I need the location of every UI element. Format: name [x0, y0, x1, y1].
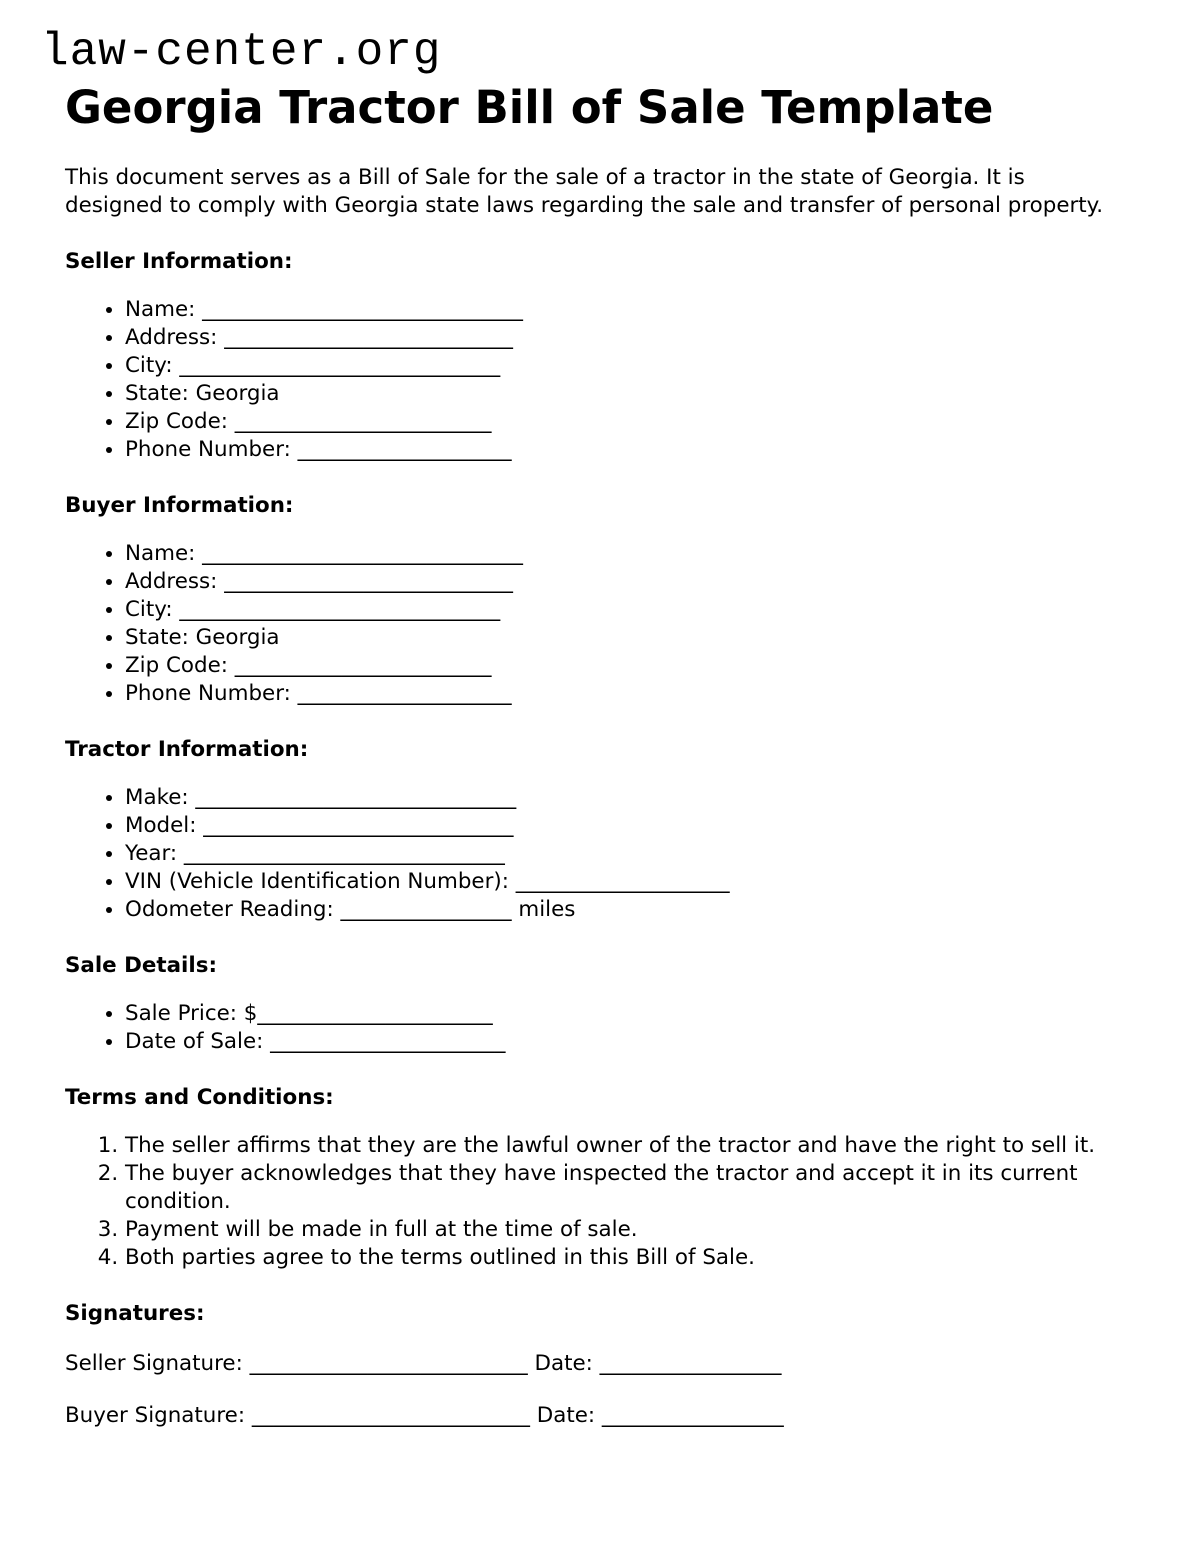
seller-signature-line: __________________________: [249, 1350, 528, 1376]
buyer-item-address: • Address: ___________________________: [125, 568, 1126, 596]
seller-item-state: • State: Georgia: [125, 380, 1126, 408]
tractor-item-make: • Make: ______________________________: [125, 784, 1126, 812]
seller-signature-label: Seller Signature:: [65, 1350, 243, 1376]
sale-details-heading: Sale Details:: [65, 952, 218, 978]
seller-signature-row: [65, 1350, 1126, 1378]
sale-details-list: [65, 1000, 1126, 1056]
buyer-item-city: • City: ______________________________: [125, 596, 1126, 624]
tractor-item-vin: • VIN (Vehicle Identification Number): ____________________: [125, 868, 1126, 896]
tractor-item-year: • Year: ______________________________: [125, 840, 1126, 868]
terms-list: [65, 1132, 1126, 1272]
terms-item-1: 1. The seller affirms that they are the lawful owner of the tractor and have the right to sell it.: [125, 1132, 1126, 1160]
buyer-date-label: Date:: [536, 1402, 596, 1428]
seller-info-list: [65, 296, 1126, 464]
buyer-date-line: _________________: [601, 1402, 784, 1428]
seller-section-heading: Seller Information:: [65, 248, 293, 274]
buyer-section-heading: Buyer Information:: [65, 492, 294, 518]
seller-date-line: _________________: [599, 1350, 782, 1376]
sale-item-date: • Date of Sale: ______________________: [125, 1028, 1126, 1056]
site-logo: law-center.org: [41, 26, 442, 78]
buyer-signature-label: Buyer Signature:: [65, 1402, 246, 1428]
seller-item-zip: • Zip Code: ________________________: [125, 408, 1126, 436]
seller-item-address: • Address: ___________________________: [125, 324, 1126, 352]
terms-heading: Terms and Conditions:: [65, 1084, 334, 1110]
buyer-signature-line: __________________________: [251, 1402, 530, 1428]
buyer-item-state: • State: Georgia: [125, 624, 1126, 652]
buyer-signature-row: [65, 1402, 1126, 1430]
seller-date-label: Date:: [534, 1350, 593, 1376]
tractor-item-odometer: • Odometer Reading: ________________ miles: [125, 896, 1126, 924]
seller-item-city: • City: ______________________________: [125, 352, 1126, 380]
page-title: Georgia Tractor Bill of Sale Template: [65, 80, 994, 134]
buyer-item-name: • Name: ______________________________: [125, 540, 1126, 568]
tractor-info-list: [65, 784, 1126, 924]
sale-item-price: • Sale Price: $______________________: [125, 1000, 1126, 1028]
buyer-item-phone: • Phone Number: ____________________: [125, 680, 1126, 708]
buyer-info-list: [65, 540, 1126, 708]
terms-item-4: 4. Both parties agree to the terms outlined in this Bill of Sale.: [125, 1244, 1126, 1272]
terms-item-2: 2. The buyer acknowledges that they have inspected the tractor and accept it in its current condition.: [125, 1160, 1126, 1216]
buyer-item-zip: • Zip Code: ________________________: [125, 652, 1126, 680]
signatures-heading: Signatures:: [65, 1300, 205, 1326]
intro-paragraph: This document serves as a Bill of Sale for the sale of a tractor in the state of Georgia. It is designed to comply with Georgia state laws regarding the sale and transfer of personal property.: [65, 164, 1104, 218]
terms-item-3: 3. Payment will be made in full at the time of sale.: [125, 1216, 1126, 1244]
tractor-section-heading: Tractor Information:: [65, 736, 309, 762]
tractor-item-model: • Model: _____________________________: [125, 812, 1126, 840]
seller-item-phone: • Phone Number: ____________________: [125, 436, 1126, 464]
seller-item-name: • Name: ______________________________: [125, 296, 1126, 324]
